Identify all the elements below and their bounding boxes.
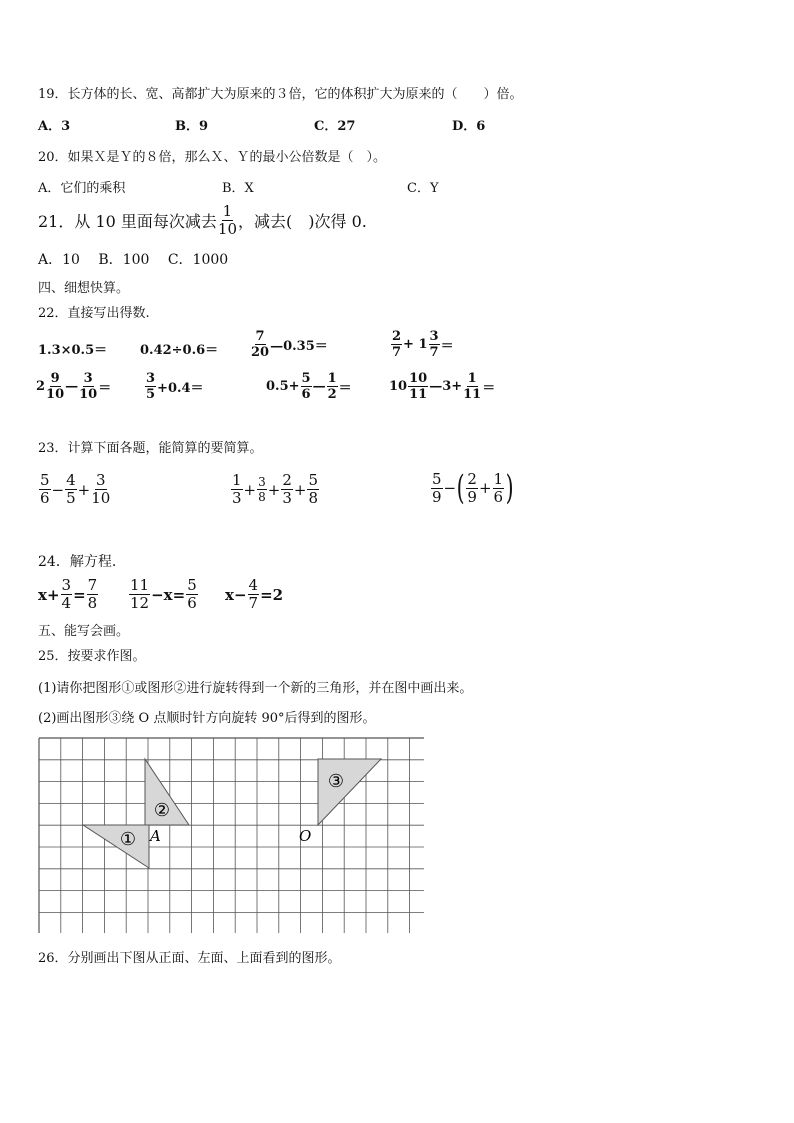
q24-eq1-den2: 8 [87, 594, 98, 612]
q22-expr-2: 0.42÷0.6＝ [140, 343, 219, 358]
q19-option-b: B．9 [175, 119, 209, 134]
q22-e8-mid: —3+ [429, 379, 463, 394]
q22-e4-num2: 3 [429, 329, 439, 344]
q23-p2-op1: + [243, 480, 257, 499]
q22-e4-den2: 7 [429, 345, 439, 360]
q22-e4-num1: 2 [392, 329, 402, 344]
q24-eq2-num1: 11 [130, 576, 150, 594]
q20-option-b: B．X [222, 181, 254, 196]
q22-e7-den1: 6 [301, 387, 311, 402]
q22-expr-6 [144, 372, 204, 401]
q23-p3-a-den: 9 [432, 487, 442, 506]
q22-expr-8 [389, 372, 495, 401]
q24-eq1-num2: 7 [87, 576, 98, 594]
q22-e3-rest: —0.35＝ [270, 339, 328, 354]
q23-p3-frac-a [431, 469, 443, 506]
q22-e8-den2: 11 [463, 387, 482, 402]
q24-eq2-frac1 [129, 578, 150, 611]
q23-p2-c-den: 3 [282, 489, 292, 507]
q22-e5-frac1 [46, 372, 64, 401]
q22-e7-num2: 1 [327, 371, 337, 386]
q23-p1-c-num: 3 [96, 471, 106, 489]
q24-equation-2 [128, 578, 199, 611]
q23-p3-b-den: 9 [467, 487, 477, 506]
q24-eq1-num1: 3 [61, 576, 72, 594]
q23-problem-1 [38, 473, 111, 506]
q23-p1-op2: + [77, 480, 91, 499]
q22-e6-rest: +0.4＝ [157, 381, 204, 396]
q22-expr-5 [36, 372, 111, 401]
q24-eq2-den2: 6 [187, 594, 197, 612]
q24-eq1-pre: x+ [38, 585, 60, 604]
q20-option-c: C．Y [407, 181, 439, 196]
q22-e6-den: 5 [146, 387, 156, 402]
q24-eq2-frac2 [186, 578, 198, 611]
q21-frac-num: 1 [222, 202, 233, 220]
q19-option-c: C．27 [314, 119, 356, 134]
q21-frac-den: 10 [217, 220, 237, 238]
q22-e7-pre: 0.5+ [266, 379, 300, 394]
q23-p2-frac-e [307, 473, 319, 506]
q22-title: 22．直接写出得数. [38, 306, 150, 321]
q22-e7-num1: 5 [301, 371, 311, 386]
q22-expr-7 [266, 372, 352, 401]
shape-1 [83, 825, 149, 868]
q24-equation-3 [225, 578, 283, 611]
q23-p2-op2: + [267, 480, 281, 499]
q23-p1-frac-b [65, 473, 77, 506]
q24-eq3-frac [248, 578, 260, 611]
q22-expr-4 [390, 330, 454, 359]
q22-e5-num1: 9 [50, 371, 60, 386]
shape-2-label: ② [153, 800, 171, 821]
q22-e5-frac2 [79, 372, 97, 401]
q23-p1-op1: − [51, 480, 65, 499]
q25-instruction-2: (2)画出图形③绕 O 点顺时针方向旋转 90°后得到的图形。 [38, 711, 376, 726]
q22-expr-1: 1.3×0.5＝ [38, 343, 108, 358]
q22-e8-frac2 [463, 372, 481, 401]
q23-p2-op3: + [293, 480, 307, 499]
q23-p2-a-den: 3 [232, 489, 242, 507]
q21-options: A．10 B．100 C．1000 [38, 252, 229, 268]
q23-p3-c-den: 6 [493, 487, 504, 506]
q24-eq3-den: 7 [248, 594, 259, 612]
q22-e4-frac1 [391, 330, 402, 359]
q21-suffix: ，减去( )次得 0. [238, 212, 367, 231]
q22-e7-frac2 [327, 372, 338, 401]
q23-p1-b-den: 5 [66, 489, 76, 507]
q21-prefix: 21．从 10 里面每次减去 [38, 212, 217, 231]
q22-e7-op: — [312, 379, 326, 394]
q22-e3-den: 20 [251, 345, 270, 360]
q24-equation-1 [38, 578, 99, 611]
q24-eq2-num2: 5 [187, 576, 197, 594]
q19-option-d: D．6 [452, 119, 486, 134]
q22-expr-3 [250, 330, 328, 359]
q22-e5-num2: 3 [83, 371, 93, 386]
q23-p3-op1: − [443, 479, 457, 497]
q23-p1-frac-a [39, 473, 51, 506]
q22-e6-num: 3 [146, 371, 156, 386]
q25-title: 25．按要求作图。 [38, 649, 146, 664]
q22-e6-frac [145, 372, 156, 401]
q23-p1-a-num: 5 [40, 471, 50, 489]
q23-p3-b-num: 2 [467, 469, 477, 488]
q23-p1-b-num: 4 [66, 471, 76, 489]
q24-eq3-rest: =2 [260, 585, 284, 604]
q22-e7-frac1 [301, 372, 312, 401]
q19-text: 19．长方体的长、宽、高都扩大为原来的３倍，它的体积扩大为原来的（ ）倍。 [38, 87, 523, 102]
q23-p3-frac-c [493, 469, 505, 506]
q19-option-a: A．3 [38, 119, 71, 134]
q26-title: 26．分别画出下图从正面、左面、上面看到的图形。 [38, 951, 341, 966]
q22-e8-num1: 10 [409, 371, 428, 386]
q23-p2-c-num: 2 [282, 471, 292, 489]
q22-e8-whole: 10 [389, 379, 408, 394]
q22-e7-rest: ＝ [338, 381, 352, 396]
q23-p2-e-den: 8 [308, 489, 319, 507]
q23-p1-frac-c [91, 473, 110, 506]
section4-heading: 四、细想快算。 [38, 281, 130, 296]
q22-e8-rest: ＝ [482, 381, 496, 396]
point-a-label: A [150, 827, 161, 845]
q22-e5-rest: ＝ [98, 381, 112, 396]
q23-p2-a-num: 1 [232, 471, 242, 489]
q24-eq1-mid: = [73, 585, 86, 604]
q23-p2-frac-b [257, 476, 267, 503]
q24-eq3-pre: x− [225, 585, 247, 604]
q20-option-a: A．它们的乘积 [38, 181, 126, 196]
q23-p3-op2: + [478, 479, 492, 497]
q22-e5-den1: 10 [46, 387, 65, 402]
q23-p3-left-paren: ( [456, 468, 465, 508]
q22-e4-mid: + 1 [403, 337, 428, 352]
q22-e4-rest: ＝ [440, 339, 454, 354]
q23-p3-frac-b [466, 469, 478, 506]
q24-eq1-frac1 [61, 578, 73, 611]
q25-instruction-1: (1)请你把图形①或图形②进行旋转得到一个新的三角形，并在图中画出来。 [38, 681, 473, 696]
q23-p3-c-num: 1 [493, 469, 504, 488]
q23-p2-frac-c [281, 473, 293, 506]
shape-3-label: ③ [327, 771, 345, 792]
q21-question [38, 204, 367, 237]
shape-1-label: ① [119, 829, 137, 850]
q23-p2-b-den: 8 [258, 490, 266, 504]
q24-eq3-num: 4 [248, 576, 259, 594]
q23-problem-2 [230, 473, 320, 506]
q23-title: 23．计算下面各题，能简算的要简算。 [38, 441, 263, 456]
q24-eq1-frac2 [87, 578, 99, 611]
section5-heading: 五、能写会画。 [38, 624, 130, 639]
q23-p2-frac-a [231, 473, 243, 506]
q22-e8-frac1 [408, 372, 428, 401]
q22-e3-num: 7 [255, 329, 265, 344]
q21-fraction [218, 204, 237, 237]
q23-p3-right-paren: ) [505, 468, 514, 508]
q22-e8-num2: 1 [467, 371, 477, 386]
q22-e4-den1: 7 [392, 345, 402, 360]
q23-p1-a-den: 6 [40, 489, 50, 507]
q24-eq2-den1: 12 [130, 594, 150, 612]
point-o-label: O [299, 827, 312, 845]
q22-e5-whole: 2 [36, 379, 46, 394]
q23-problem-3 [430, 468, 514, 508]
q22-e5-op: — [65, 379, 79, 394]
q24-eq1-den1: 4 [61, 594, 72, 612]
rotation-grid [38, 737, 424, 933]
q24-title: 24．解方程. [38, 554, 117, 570]
q24-eq2-mid: −x= [151, 585, 186, 604]
q23-p1-c-den: 10 [91, 489, 111, 507]
q23-p3-a-num: 5 [432, 469, 442, 488]
q22-e7-den2: 2 [327, 387, 337, 402]
q22-e8-den1: 11 [409, 387, 428, 402]
shape-3 [318, 759, 381, 825]
q23-p2-b-num: 3 [258, 475, 266, 489]
q20-text: 20．如果Ｘ是Ｙ的８倍，那么Ｘ、Ｙ的最小公倍数是（ ）。 [38, 150, 387, 165]
q22-e4-frac2 [429, 330, 440, 359]
q23-p2-e-num: 5 [308, 471, 319, 489]
q22-e5-den2: 10 [79, 387, 98, 402]
q22-e3-frac [251, 330, 269, 359]
